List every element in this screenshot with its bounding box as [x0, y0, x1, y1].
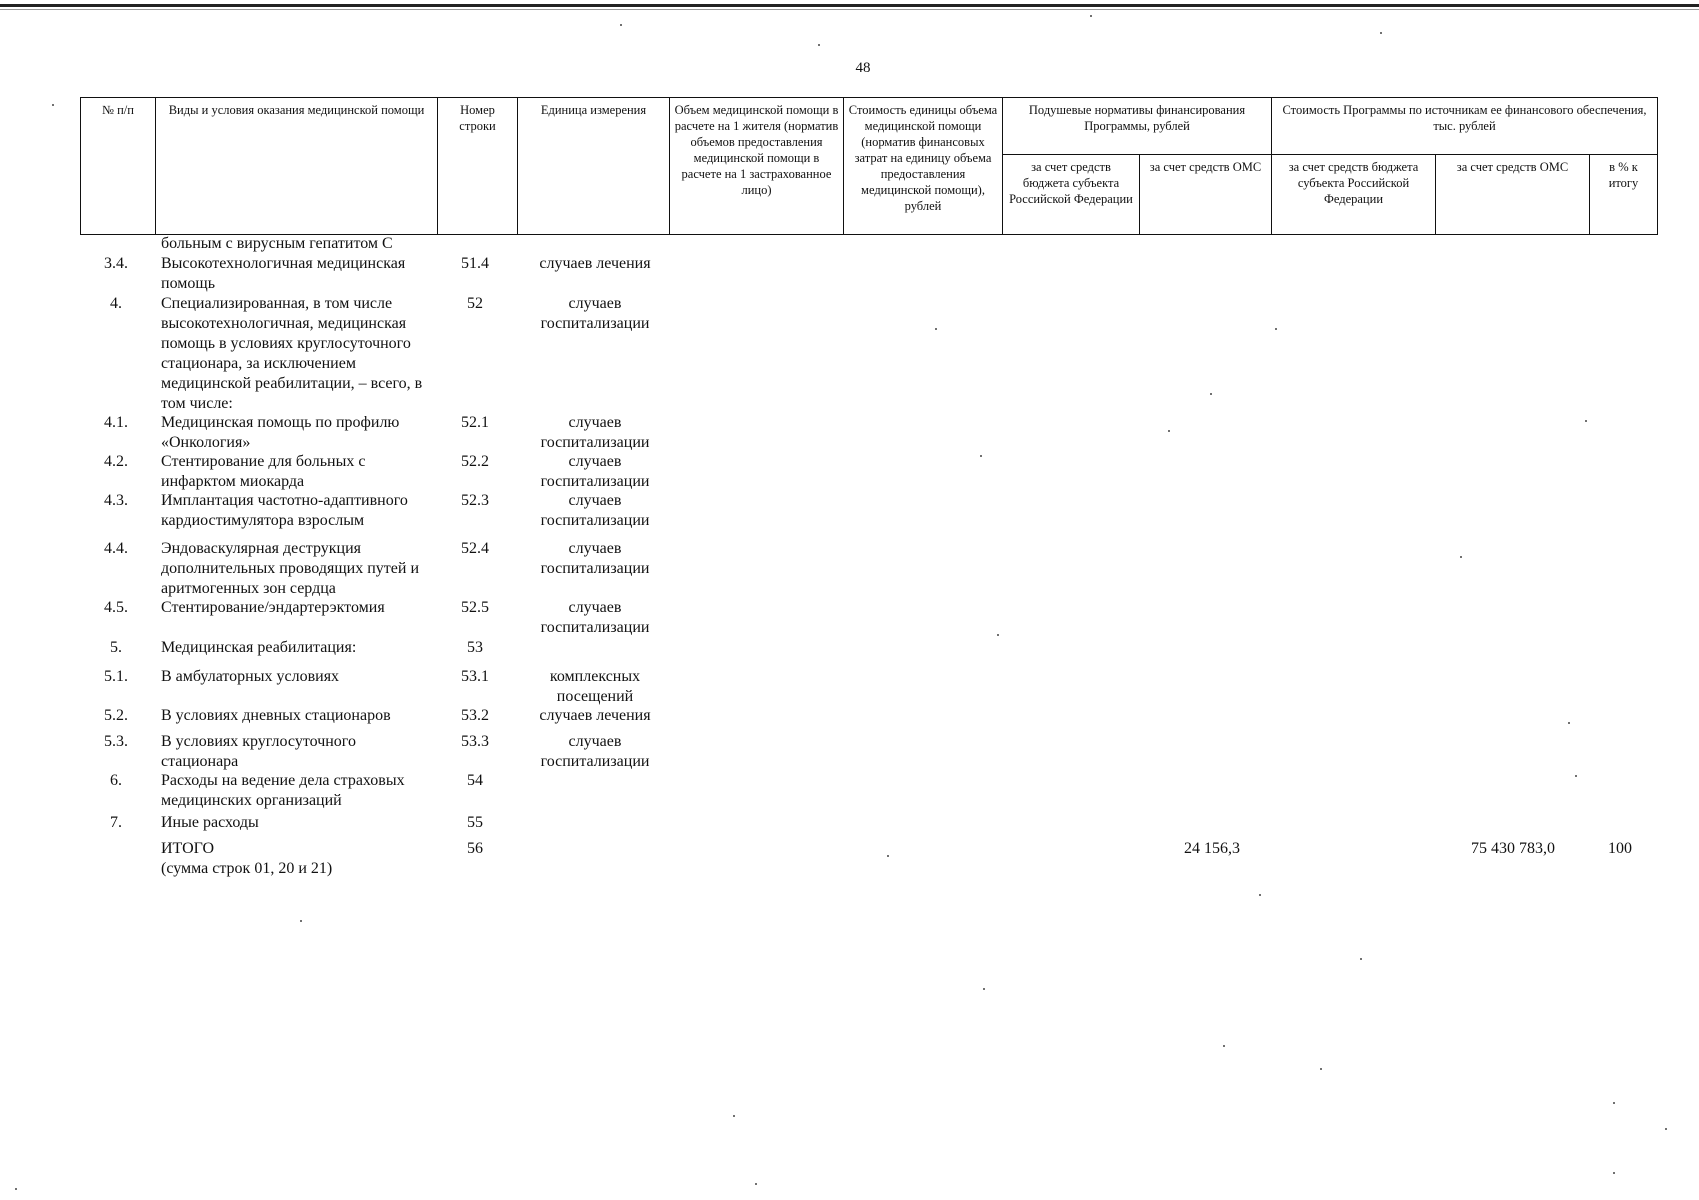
row-num: 5. — [110, 639, 122, 656]
row-line: 52.2 — [461, 453, 489, 470]
row-line: 53 — [467, 639, 483, 656]
row-num: 4.1. — [104, 414, 128, 431]
row-line: 52.5 — [461, 599, 489, 616]
row-line: 51.4 — [461, 255, 489, 272]
row-line: 52.1 — [461, 414, 489, 431]
row-unit: случаев госпитализации — [540, 295, 650, 332]
row-name: больным с вирусным гепатитом С — [161, 235, 393, 252]
header-sub-budget-1: за счет средств бюджета субъекта Российской Федерации — [1003, 155, 1140, 235]
header-col-types: Виды и условия оказания медицинской помощи — [156, 98, 438, 235]
row-line: 54 — [467, 772, 483, 789]
row-name: Иные расходы — [161, 814, 259, 831]
row-num: 7. — [110, 814, 122, 831]
row-line: 53.3 — [461, 733, 489, 750]
scan-top-border — [0, 4, 1699, 7]
row-num: 4.3. — [104, 492, 128, 509]
row-unit: случаев лечения — [539, 707, 651, 724]
row-num: 4.5. — [104, 599, 128, 616]
header-sub-oms-2: за счет средств ОМС — [1436, 155, 1590, 235]
row-name: В амбулаторных условиях — [161, 668, 340, 685]
row-unit: случаев госпитализации — [540, 414, 650, 451]
row-line: 55 — [467, 814, 483, 831]
row-unit: комплексных посещений — [549, 668, 641, 705]
row-unit: случаев лечения — [539, 255, 651, 272]
header-col-line: Номер строки — [438, 98, 518, 235]
row-name: В условиях дневных стационаров — [161, 707, 391, 724]
row-num: 3.4. — [104, 255, 128, 272]
row-name: Стентирование/эндартерэктомия — [161, 599, 385, 616]
scan-top-border-thin — [0, 9, 1699, 10]
total-line: 56 — [467, 840, 483, 857]
total-percent: 100 — [1608, 840, 1632, 857]
row-name: Расходы на ведение дела страховых медицинских организаций — [161, 772, 405, 809]
row-name: Имплантация частотно-адаптивного кардиостимулятора взрослым — [161, 492, 408, 529]
header-sub-budget-2: за счет средств бюджета субъекта Российской Федерации — [1272, 155, 1436, 235]
header-col-volume: Объем медицинской помощи в расчете на 1 жителя (норматив объемов предоставления медицинской помощи в расчете на 1 застрахованное лицо) — [670, 98, 844, 235]
row-num: 5.1. — [104, 668, 128, 685]
row-num: 4.2. — [104, 453, 128, 470]
total-per-capita-oms: 24 156,3 — [1184, 840, 1240, 857]
header-group-program-cost: Стоимость Программы по источникам ее финансового обеспечения, тыс. рублей — [1272, 98, 1658, 155]
header-sub-percent: в % к итогу — [1590, 155, 1658, 235]
row-num: 4. — [110, 295, 122, 312]
row-name: Высокотехнологичная медицинская помощь — [161, 255, 406, 292]
table-header — [80, 97, 1658, 235]
row-line: 52 — [467, 295, 483, 312]
row-name: Медицинская помощь по профилю «Онкология» — [161, 414, 400, 451]
row-num: 5.3. — [104, 733, 128, 750]
row-name: Специализированная, в том числе высокотехнологичная, медицинская помощь в условиях круглосуточного стационара, за исключением медицинской реабилитации, – всего, в том числе: — [161, 295, 423, 412]
row-num: 5.2. — [104, 707, 128, 724]
row-name: Медицинская реабилитация: — [161, 639, 357, 656]
row-name: В условиях круглосуточного стационара — [161, 733, 356, 770]
row-unit: случаев госпитализации — [540, 540, 650, 577]
row-unit: случаев госпитализации — [540, 492, 650, 529]
row-name: Эндоваскулярная деструкция дополнительных проводящих путей и аритмогенных зон сердца — [161, 540, 419, 597]
row-name: Стентирование для больных с инфарктом миокарда — [161, 453, 366, 490]
total-program-cost-oms: 75 430 783,0 — [1471, 840, 1555, 857]
header-sub-oms-1: за счет средств ОМС — [1140, 155, 1272, 235]
row-num: 6. — [110, 772, 122, 789]
header-group-per-capita: Подушевые нормативы финансирования Программы, рублей — [1003, 98, 1272, 155]
page-number: 48 — [855, 60, 871, 76]
row-line: 53.2 — [461, 707, 489, 724]
header-col-unit: Единица измерения — [518, 98, 670, 235]
total-label — [161, 839, 437, 879]
row-line: 52.4 — [461, 540, 489, 557]
total-name: ИТОГО — [161, 840, 215, 857]
header-col-num: № п/п — [81, 98, 156, 235]
row-unit: случаев госпитализации — [540, 453, 650, 490]
row-line: 53.1 — [461, 668, 489, 685]
header-col-cost-unit: Стоимость единицы объема медицинской помощи (норматив финансовых затрат на единицу объема предоставления медицинской помощи), рублей — [844, 98, 1003, 235]
row-unit: случаев госпитализации — [540, 599, 650, 636]
row-line: 52.3 — [461, 492, 489, 509]
row-unit: случаев госпитализации — [540, 733, 650, 770]
total-sub: (сумма строк 01, 20 и 21) — [161, 860, 333, 877]
row-num: 4.4. — [104, 540, 128, 557]
